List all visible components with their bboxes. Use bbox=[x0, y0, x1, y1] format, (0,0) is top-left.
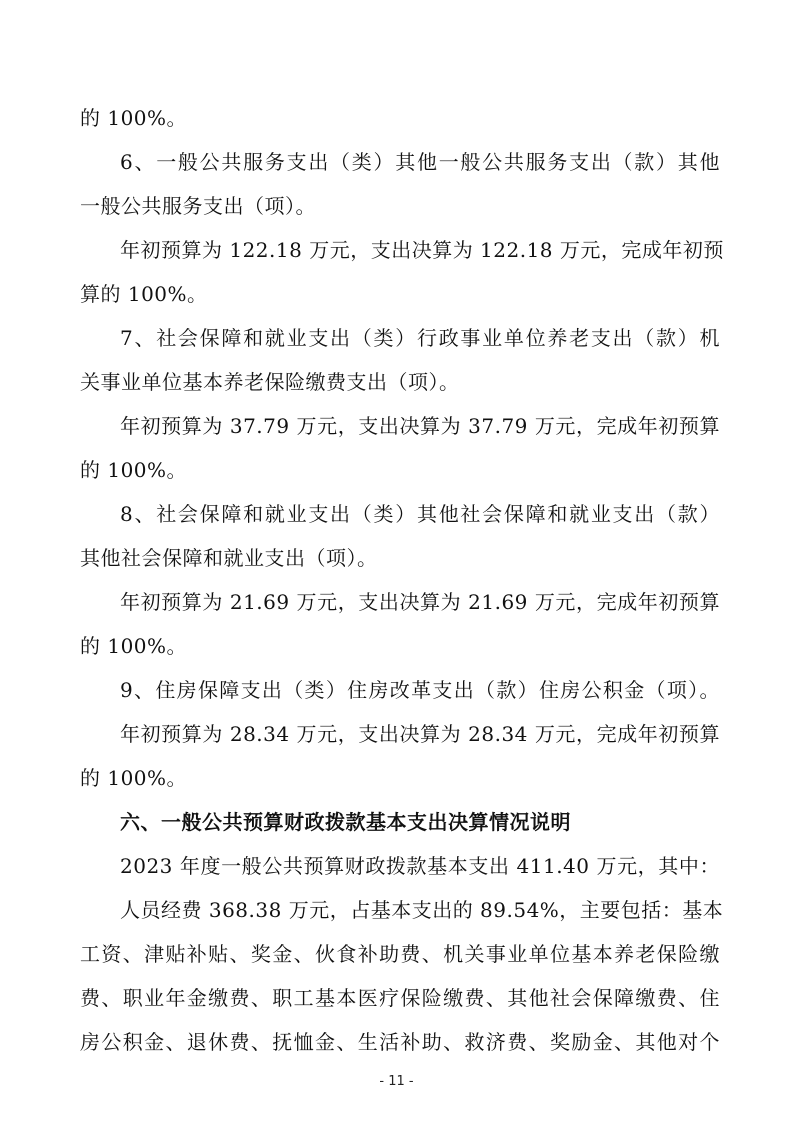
text-line: 人员经费 368.38 万元，占基本支出的 89.54%，主要包括：基本 bbox=[120, 898, 724, 922]
text-line: 9、住房保障支出（类）住房改革支出（款）住房公积金（项）。 bbox=[120, 678, 720, 702]
text-line: 关事业单位基本养老保险缴费支出（项）。 bbox=[80, 370, 460, 394]
text-line: 一般公共服务支出（项）。 bbox=[80, 194, 316, 218]
text-line: 的 100%。 bbox=[80, 106, 188, 130]
text-line: 房公积金、退休费、抚恤金、生活补助、救济费、奖励金、其他对个 bbox=[80, 1030, 720, 1054]
page-number: - 11 - bbox=[379, 1074, 414, 1089]
text-line: 费、职业年金缴费、职工基本医疗保险缴费、其他社会保障缴费、住 bbox=[80, 986, 720, 1010]
text-line: 工资、津贴补贴、奖金、伙食补助费、机关事业单位基本养老保险缴 bbox=[80, 942, 720, 966]
text-line: 年初预算为 21.69 万元，支出决算为 21.69 万元，完成年初预算 bbox=[120, 590, 720, 614]
text-line: 算的 100%。 bbox=[80, 282, 208, 306]
text-line: 8、社会保障和就业支出（类）其他社会保障和就业支出（款） bbox=[120, 502, 720, 526]
text-line: 6、一般公共服务支出（类）其他一般公共服务支出（款）其他 bbox=[120, 150, 720, 174]
text-line: 2023 年度一般公共预算财政拨款基本支出 411.40 万元，其中： bbox=[120, 854, 720, 878]
text-line: 年初预算为 122.18 万元，支出决算为 122.18 万元，完成年初预 bbox=[120, 238, 724, 262]
text-line: 其他社会保障和就业支出（项）。 bbox=[80, 546, 378, 570]
text-line: 的 100%。 bbox=[80, 766, 188, 790]
section-heading: 六、一般公共预算财政拨款基本支出决算情况说明 bbox=[120, 810, 571, 834]
text-line: 的 100%。 bbox=[80, 634, 188, 658]
text-line: 的 100%。 bbox=[80, 458, 188, 482]
text-line: 年初预算为 28.34 万元，支出决算为 28.34 万元，完成年初预算 bbox=[120, 722, 720, 746]
text-line: 7、社会保障和就业支出（类）行政事业单位养老支出（款）机 bbox=[120, 326, 720, 350]
text-line: 年初预算为 37.79 万元，支出决算为 37.79 万元，完成年初预算 bbox=[120, 414, 720, 438]
